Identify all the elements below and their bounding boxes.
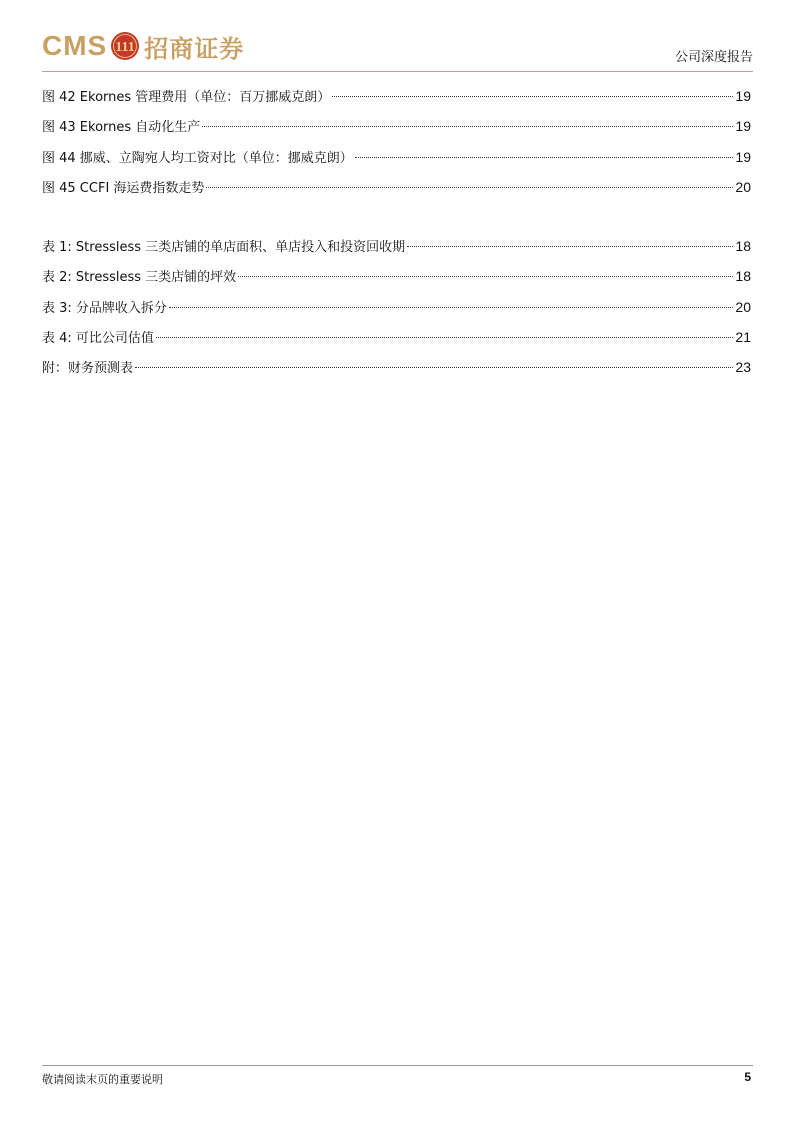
page-number: 5: [744, 1070, 751, 1084]
toc-entry-table-2[interactable]: [42, 266, 751, 286]
toc-entry-figure-43[interactable]: [42, 116, 751, 136]
toc-leader-dots: [206, 187, 733, 188]
toc-entry-label: 图 43 Ekornes 自动化生产: [42, 120, 201, 136]
toc-leader-dots: [238, 276, 733, 277]
toc-entry-label: 表 2: Stressless 三类店铺的坪效: [42, 270, 237, 286]
document-type: 公司深度报告: [674, 50, 753, 65]
toc-entry-page: 19: [735, 118, 751, 135]
toc-leader-dots: [407, 246, 733, 247]
toc-entry-label: 表 1: Stressless 三类店铺的单店面积、单店投入和投资回收期: [42, 240, 406, 256]
toc-entry-page: 18: [735, 238, 751, 255]
toc-entry-label: 图 45 CCFI 海运费指数走势: [42, 180, 205, 196]
toc-entry-page: 19: [735, 148, 751, 165]
toc-entry-label: 附：财务预测表: [42, 361, 134, 377]
toc-leader-dots: [156, 337, 734, 338]
toc-entry-table-4[interactable]: [42, 327, 751, 347]
toc-section-gap: [42, 207, 751, 236]
toc-leader-dots: [135, 367, 733, 368]
toc-entry-label: 图 44 挪威、立陶宛人均工资对比（单位：挪威克朗）: [42, 150, 353, 166]
logo-badge-icon: [110, 31, 140, 61]
toc-entry-label: 表 3: 分品牌收入拆分: [42, 300, 167, 316]
toc-leader-dots: [332, 96, 733, 97]
header-divider: [42, 71, 753, 72]
toc-entry-page: 18: [735, 268, 751, 285]
toc-leader-dots: [169, 307, 734, 308]
toc-entry-page: 21: [735, 329, 751, 346]
toc-leader-dots: [202, 126, 733, 127]
footer-divider: [42, 1065, 753, 1066]
toc-entry-figure-44[interactable]: [42, 147, 751, 167]
cms-logo: [42, 28, 244, 64]
toc-entry-figure-45[interactable]: [42, 177, 751, 197]
toc-entry-page: 23: [735, 359, 751, 376]
toc-entry-page: 20: [735, 298, 751, 315]
footer-disclaimer: 敬请阅读末页的重要说明: [42, 1073, 163, 1086]
toc-entry-label: 表 4: 可比公司估值: [42, 331, 154, 347]
toc-entry-page: 19: [735, 88, 751, 104]
table-of-contents: [42, 86, 751, 388]
toc-leader-dots: [355, 157, 734, 158]
logo-cms-text: CMS: [42, 30, 108, 61]
toc-entry-page: 20: [735, 178, 751, 195]
toc-entry-appendix[interactable]: [42, 357, 751, 377]
logo-badge-text: 111: [115, 40, 135, 55]
page-header: [42, 26, 753, 72]
toc-entry-figure-42[interactable]: [42, 86, 751, 106]
toc-entry-label: 图 42 Ekornes 管理费用（单位：百万挪威克朗）: [42, 90, 331, 105]
logo-cn-text: 招商证券: [144, 33, 245, 63]
toc-entry-table-1[interactable]: [42, 236, 751, 256]
toc-entry-table-3[interactable]: [42, 297, 751, 317]
